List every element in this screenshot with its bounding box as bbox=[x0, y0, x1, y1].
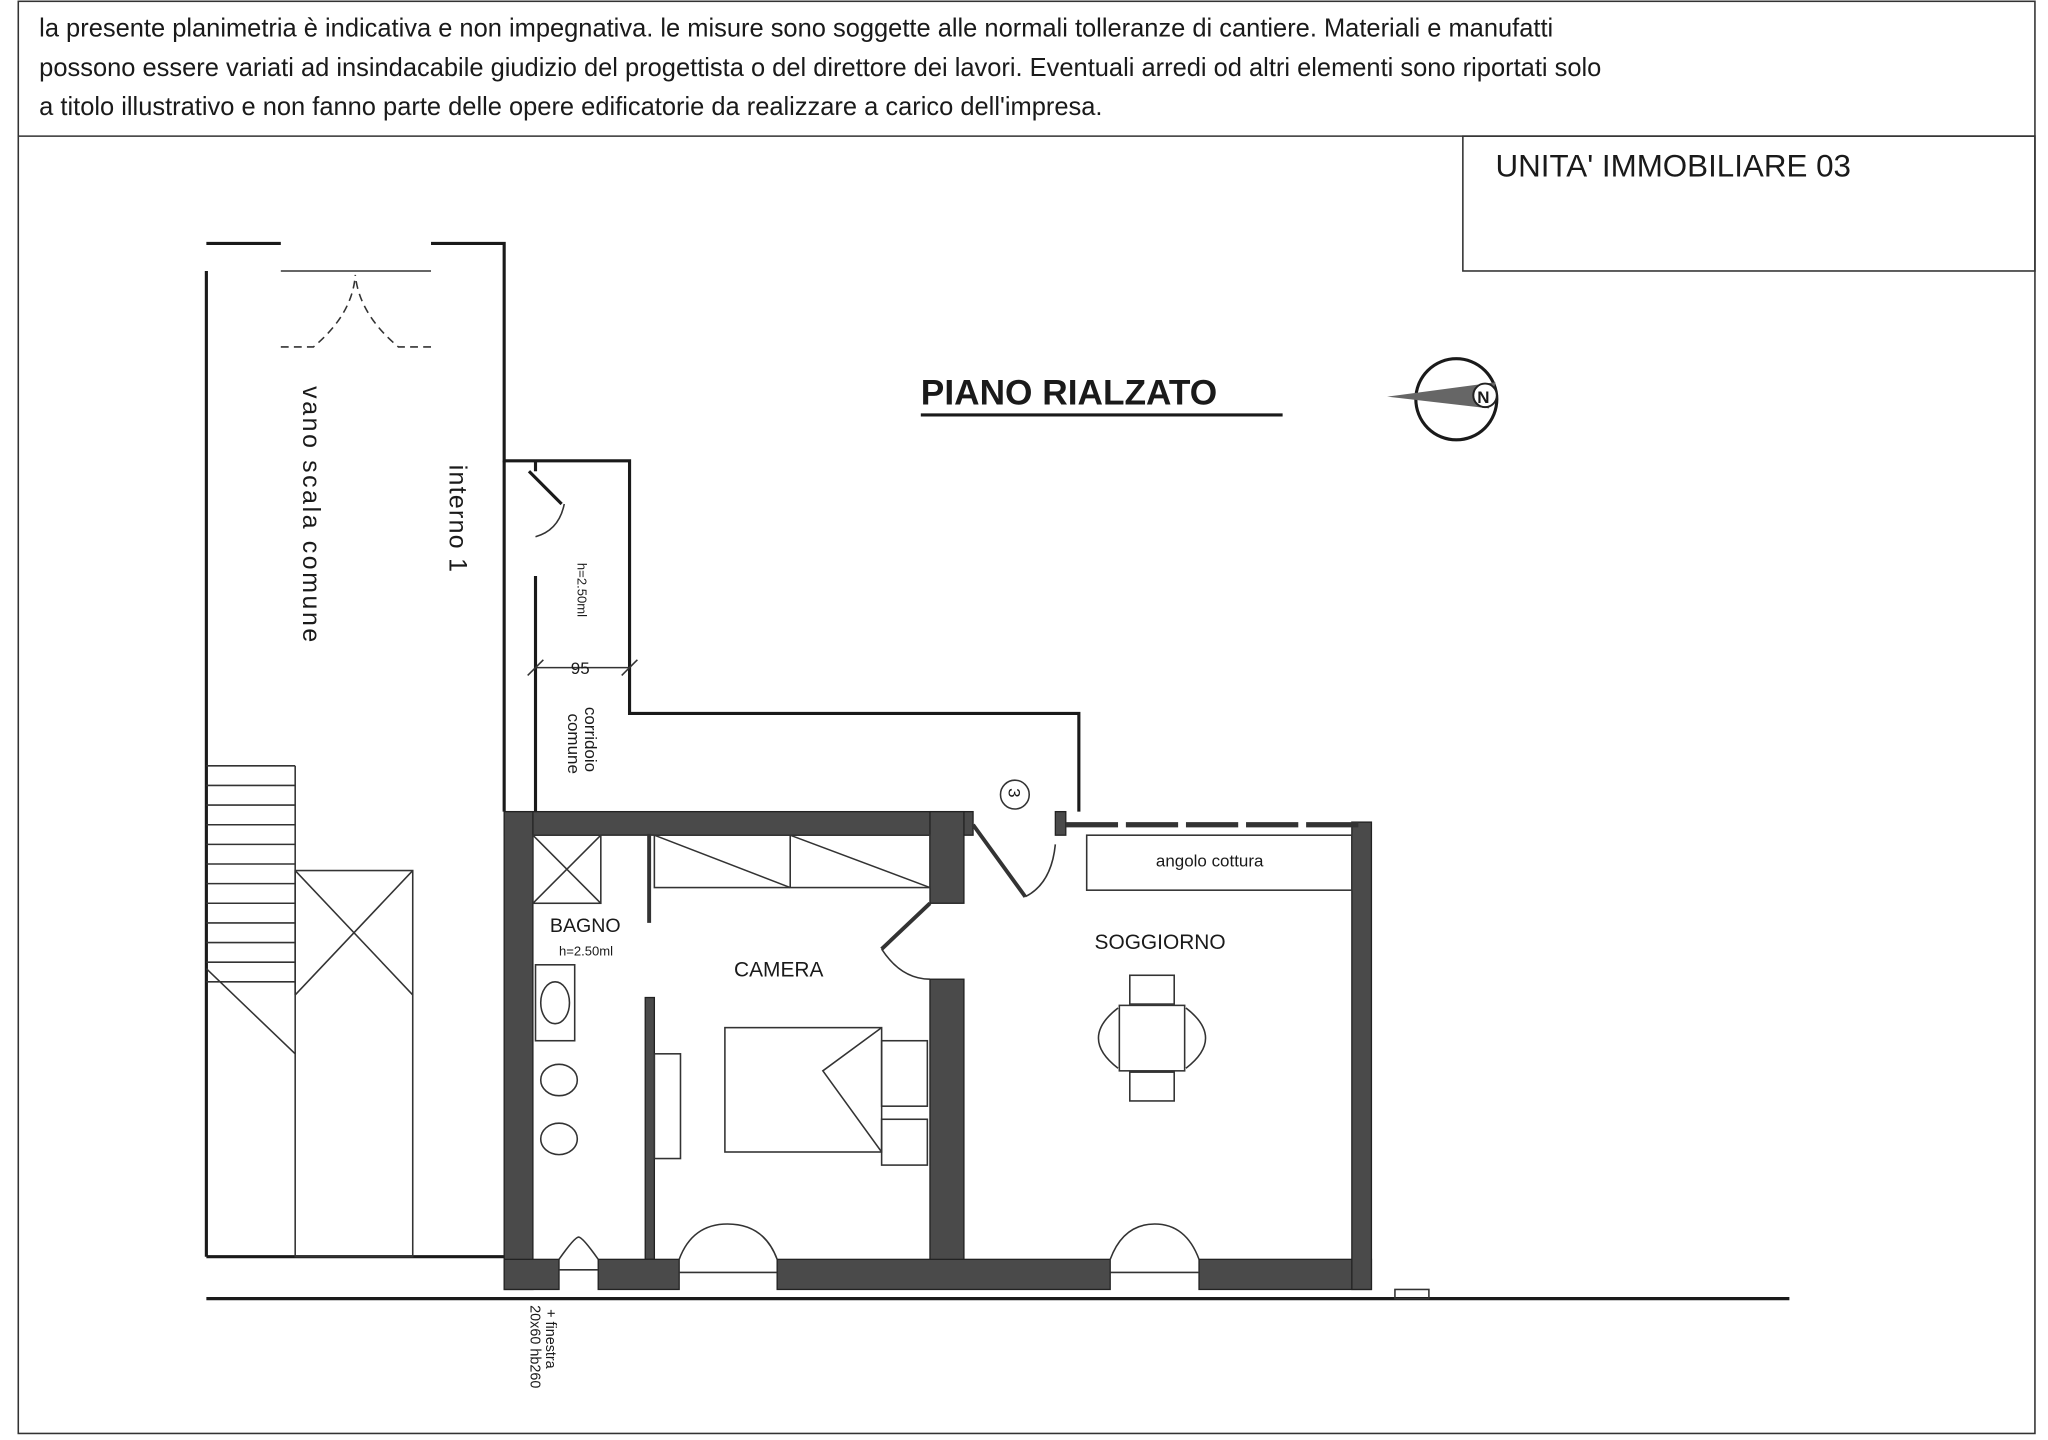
disclaimer-line-3: a titolo illustrativo e non fanno parte delle opere edificatorie da realizzare a carico dell'impresa. bbox=[39, 93, 1103, 122]
stairwell-label: vano scala comune bbox=[297, 386, 324, 645]
common-corridor bbox=[504, 461, 1079, 812]
window-icon bbox=[1110, 1224, 1199, 1272]
door-icon bbox=[882, 903, 930, 949]
svg-text:N: N bbox=[1477, 388, 1490, 408]
window-icon bbox=[679, 1224, 777, 1272]
svg-text:corridoio: corridoio bbox=[581, 706, 601, 773]
unit-title: UNITA' IMMOBILIARE 03 bbox=[1495, 148, 1851, 184]
door-icon bbox=[973, 825, 1025, 897]
stairwell bbox=[206, 243, 535, 1256]
disclaimer-line-1: la presente planimetria è indicativa e non impegnativa. le misure sono soggette alle normali tolleranze di cantiere. Materiali e manufatti bbox=[39, 14, 1554, 43]
window-note-line-1: + finestra bbox=[541, 1309, 558, 1369]
living-room-label: SOGGIORNO bbox=[1094, 931, 1226, 955]
kitchen-label: angolo cottura bbox=[1155, 851, 1264, 871]
window-note-line-2: 20x60 hb260 bbox=[526, 1305, 543, 1389]
svg-text:h=2.50ml: h=2.50ml bbox=[574, 562, 590, 618]
apartment-walls bbox=[206, 812, 1789, 1299]
entrance-door-icon bbox=[281, 275, 431, 347]
svg-text:3: 3 bbox=[1004, 788, 1024, 798]
page-frame bbox=[18, 1, 2035, 1433]
floor-title: PIANO RIALZATO bbox=[920, 373, 1218, 413]
disclaimer-line-2: possono essere variati ad insindacabile giudizio del progettista o del direttore dei lavori. Eventuali arredi od altri elementi sono riportati solo bbox=[39, 53, 1602, 82]
north-compass-icon bbox=[1387, 359, 1497, 440]
corridor-width-dimension: 95 bbox=[570, 659, 590, 679]
stairs-icon bbox=[206, 766, 412, 1257]
bathroom-label: BAGNO bbox=[549, 915, 621, 938]
bedroom-label: CAMERA bbox=[734, 958, 824, 982]
interno-label: interno 1 bbox=[443, 464, 471, 574]
bathroom-height-label: h=2.50ml bbox=[559, 943, 614, 959]
window-icon bbox=[559, 1237, 598, 1270]
svg-text:comune: comune bbox=[564, 713, 584, 774]
door-icon bbox=[529, 471, 562, 504]
